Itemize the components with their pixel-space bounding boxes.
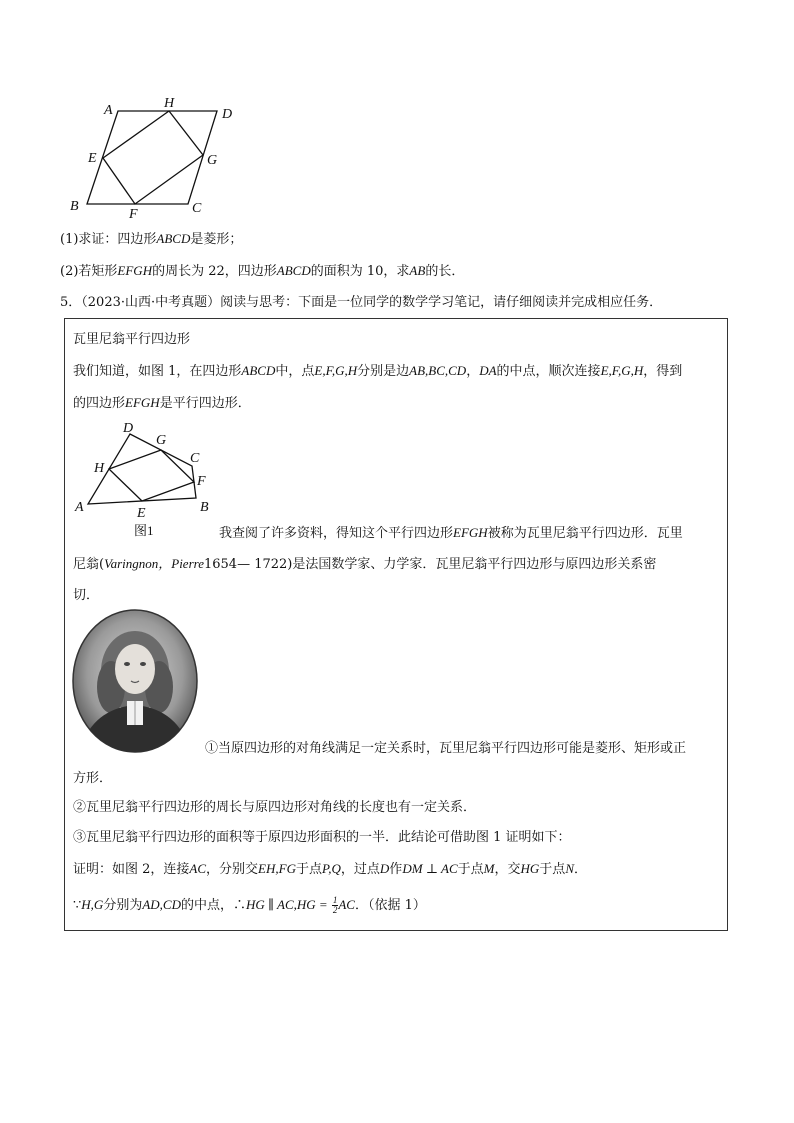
p6-math: D bbox=[379, 861, 390, 876]
fig1-caption: 图1 bbox=[134, 523, 154, 538]
p6-math: HG bbox=[520, 861, 540, 876]
p2-text: 被称为瓦里尼翁平行四边形．瓦里 bbox=[487, 526, 683, 541]
note-paragraph-2 bbox=[219, 524, 683, 543]
p6-text: 作 bbox=[389, 862, 403, 877]
vertex-label-h: H bbox=[164, 96, 175, 111]
p6-text: ，交 bbox=[494, 862, 521, 877]
p7-text: ．（依据 1） bbox=[354, 898, 426, 913]
q2-text-2: 的周长为 22，四边形 bbox=[152, 264, 277, 279]
q1-text: (1)求证：四边形 bbox=[60, 232, 157, 247]
note-paragraph-1b bbox=[73, 394, 251, 413]
p2b-years: 1654— 1722 bbox=[203, 557, 288, 572]
p7-math: AD,CD bbox=[142, 897, 181, 912]
p7-math: HG ∥ AC,HG = bbox=[245, 897, 328, 912]
p1-text: ，得到 bbox=[643, 364, 683, 379]
note-paragraph-3b: 方形． bbox=[73, 771, 113, 786]
note-paragraph-6 bbox=[73, 860, 587, 879]
p6-text: 证明：如图 2，连接 bbox=[73, 862, 190, 877]
q2-math: EFGH bbox=[117, 263, 153, 278]
vertex-label-a: A bbox=[104, 103, 113, 118]
p1-text: 的中点，顺次连接 bbox=[496, 364, 601, 379]
note-paragraph-3: ①当原四边形的对角线满足一定关系时，瓦里尼翁平行四边形可能是菱形、矩形或正 bbox=[205, 741, 687, 756]
p6-math: EH,FG bbox=[258, 861, 296, 876]
p1-math: AB,BC,CD bbox=[409, 363, 467, 378]
fig1-label-d: D bbox=[123, 421, 134, 436]
note-paragraph-1 bbox=[73, 362, 682, 381]
fig1-label-h: H bbox=[94, 461, 105, 476]
p1-text: 我们知道，如图 1，在四边形 bbox=[73, 364, 242, 379]
varignon-portrait bbox=[71, 609, 199, 753]
p7-text: 分别为 bbox=[103, 898, 143, 913]
p1-math: E,F,G,H bbox=[600, 363, 644, 378]
fig1-label-a: A bbox=[75, 500, 84, 515]
p1b-math: EFGH bbox=[125, 395, 160, 410]
p2-text: 我查阅了许多资料，得知这个平行四边形 bbox=[219, 526, 454, 541]
p1b-text: 是平行四边形． bbox=[159, 396, 251, 411]
question-1 bbox=[60, 230, 242, 249]
p1-math: E,F,G,H bbox=[314, 363, 358, 378]
p2b-math: Varingnon，Pierre bbox=[104, 556, 204, 571]
fig1-label-g: G bbox=[156, 433, 167, 448]
p1-text: ， bbox=[466, 364, 480, 379]
p6-text: ，过点 bbox=[340, 862, 380, 877]
parallelogram-efgh bbox=[109, 450, 194, 501]
note-paragraph-5: ③瓦里尼翁平行四边形的面积等于原四边形面积的一半．此结论可借助图 1 证明如下： bbox=[73, 830, 571, 845]
p6-text: ． bbox=[573, 862, 587, 877]
p2b-text: 尼翁( bbox=[73, 557, 105, 572]
p6-text: 于点 bbox=[457, 862, 484, 877]
p1-text: 中，点 bbox=[275, 364, 315, 379]
fig1-label-b: B bbox=[200, 500, 209, 515]
fig1-label-c: C bbox=[190, 451, 200, 466]
p7-text: ∵ bbox=[73, 898, 82, 913]
note-box bbox=[64, 318, 728, 931]
q2-math-3: AB bbox=[409, 263, 426, 278]
note-paragraph-7 bbox=[73, 896, 426, 915]
vertex-label-b: B bbox=[70, 199, 79, 214]
figure-1 bbox=[73, 419, 223, 541]
q1-text-2: 是菱形； bbox=[190, 232, 243, 247]
p6-math: P,Q bbox=[321, 861, 341, 876]
p1-math: ABCD bbox=[241, 363, 276, 378]
fig1-label-f: F bbox=[197, 474, 206, 489]
question-2 bbox=[60, 262, 464, 281]
q2-text: (2)若矩形 bbox=[60, 264, 118, 279]
p6-text: 于点 bbox=[295, 862, 322, 877]
note-title: 瓦里尼翁平行四边形 bbox=[73, 332, 191, 347]
p2b-text: )是法国数学家、力学家．瓦里尼翁平行四边形与原四边形关系密 bbox=[287, 557, 657, 572]
q2-text-3: 的面积为 10，求 bbox=[310, 264, 410, 279]
p7-math: AC bbox=[338, 897, 355, 912]
note-paragraph-2b bbox=[73, 555, 656, 574]
p1b-text: 的四边形 bbox=[73, 396, 126, 411]
vertex-label-f: F bbox=[129, 207, 138, 222]
p6-text: ，分别交 bbox=[206, 862, 259, 877]
rhombus-abcd bbox=[87, 111, 217, 204]
q2-text-4: 的长． bbox=[425, 264, 465, 279]
fraction-numerator: 1 bbox=[332, 895, 338, 905]
question-5-heading: 5．（2023·山西·中考真题）阅读与思考：下面是一位同学的数学学习笔记，请仔细阅读并完成相应任务． bbox=[60, 295, 663, 310]
q2-math-2: ABCD bbox=[276, 263, 311, 278]
p6-math: AC bbox=[189, 861, 207, 876]
vertex-label-g: G bbox=[207, 153, 218, 168]
note-paragraph-4: ②瓦里尼翁平行四边形的周长与原四边形对角线的长度也有一定关系． bbox=[73, 800, 477, 815]
note-paragraph-2c: 切． bbox=[73, 588, 100, 603]
q1-math: ABCD bbox=[156, 231, 191, 246]
p6-math: N bbox=[565, 861, 574, 876]
p6-text: 于点 bbox=[539, 862, 566, 877]
rectangle-efgh bbox=[103, 111, 203, 204]
vertex-label-d: D bbox=[222, 107, 233, 122]
fig1-label-e: E bbox=[137, 506, 146, 521]
vertex-label-c: C bbox=[192, 201, 202, 216]
rhombus-figure bbox=[66, 92, 246, 224]
p1-text: 分别是边 bbox=[357, 364, 410, 379]
p2-math: EFGH bbox=[453, 525, 488, 540]
p7-math: H,G bbox=[81, 897, 104, 912]
p1-math: DA bbox=[479, 363, 497, 378]
p7-text: 的中点，∴ bbox=[180, 898, 246, 913]
p6-math: DM ⊥ AC bbox=[402, 861, 458, 876]
fraction-denominator: 2 bbox=[332, 905, 338, 915]
p6-math: M bbox=[483, 861, 495, 876]
vertex-label-e: E bbox=[88, 151, 97, 166]
